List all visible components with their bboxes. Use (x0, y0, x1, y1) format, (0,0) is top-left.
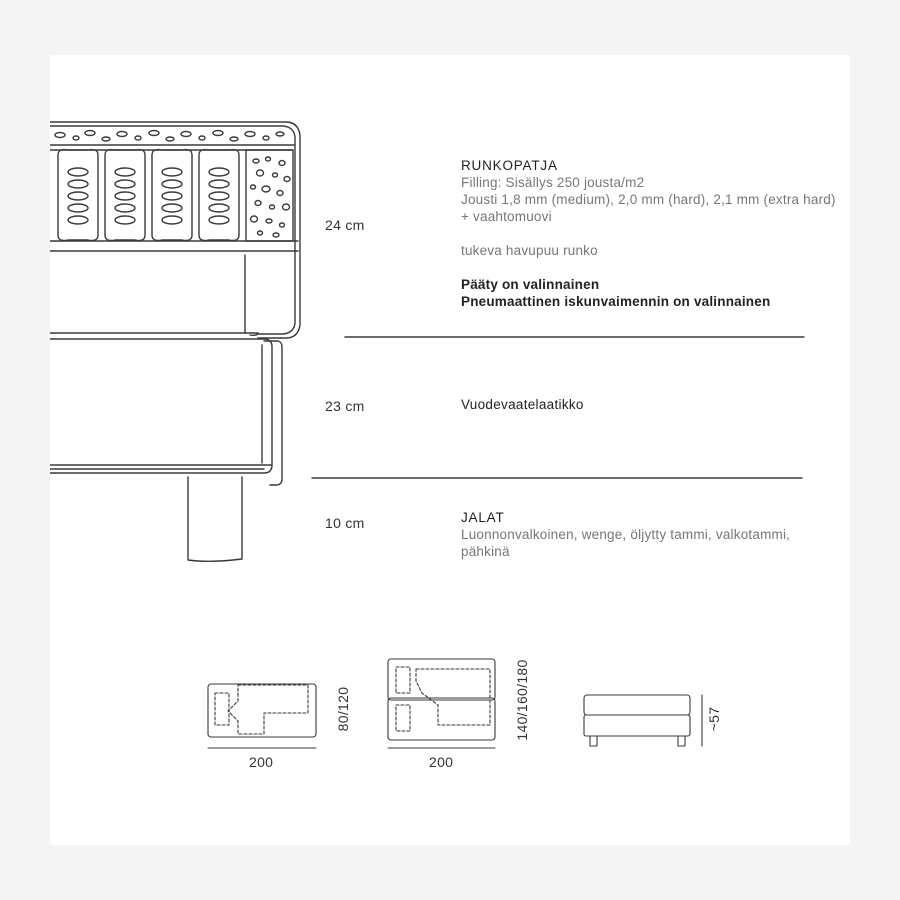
pocket-spring (105, 150, 145, 241)
option-gas-lift: Pneumaattinen iskunvaimennin on valinnainen (461, 294, 771, 309)
option-headboard: Pääty on valinnainen (461, 277, 600, 292)
pocket-spring (152, 150, 192, 241)
single-bed-length-label: 200 (249, 754, 274, 770)
drawer-description (461, 396, 891, 413)
single-bed-width-label: 80/120 (335, 686, 351, 732)
legs-height-label: 10 cm (325, 515, 365, 531)
bench-side-view-icon (584, 695, 702, 746)
pocket-spring (58, 150, 98, 241)
foam-bubbles (251, 157, 291, 237)
mattress-spring-line: Jousti 1,8 mm (medium), 2,0 mm (hard), 2,1 mm (extra hard) (461, 192, 836, 207)
drawer-title: Vuodevaatelaatikko (461, 397, 584, 412)
bench-height-label: ~57 (706, 706, 722, 732)
legs-colors-line-1: Luonnonvalkoinen, wenge, öljytty tammi, valkotammi, (461, 527, 791, 542)
storage-drawer-section (50, 339, 282, 485)
legs-title: JALAT (461, 510, 505, 525)
double-bed-length-label: 200 (429, 754, 454, 770)
mattress-section (50, 122, 300, 338)
mattress-height-label: 24 cm (325, 217, 365, 233)
mattress-filling-line: Filling: Sisällys 250 jousta/m2 (461, 175, 645, 190)
frame-description: tukeva havupuu runko (461, 243, 598, 258)
mattress-title: RUNKOPATJA (461, 158, 558, 173)
mattress-description (461, 157, 891, 310)
mattress-foam-line: + vaahtomuovi (461, 209, 552, 224)
double-bed-plan-icon (388, 659, 495, 748)
product-sheet (50, 55, 850, 845)
legs-description (461, 509, 891, 560)
quilting-pattern (55, 131, 284, 142)
drawer-height-label: 23 cm (325, 398, 365, 414)
single-bed-plan-icon (208, 684, 316, 748)
double-bed-width-label: 140/160/180 (514, 659, 530, 741)
legs-colors-line-2: pähkinä (461, 544, 510, 559)
pocket-spring (199, 150, 239, 241)
bed-leg (188, 477, 242, 561)
